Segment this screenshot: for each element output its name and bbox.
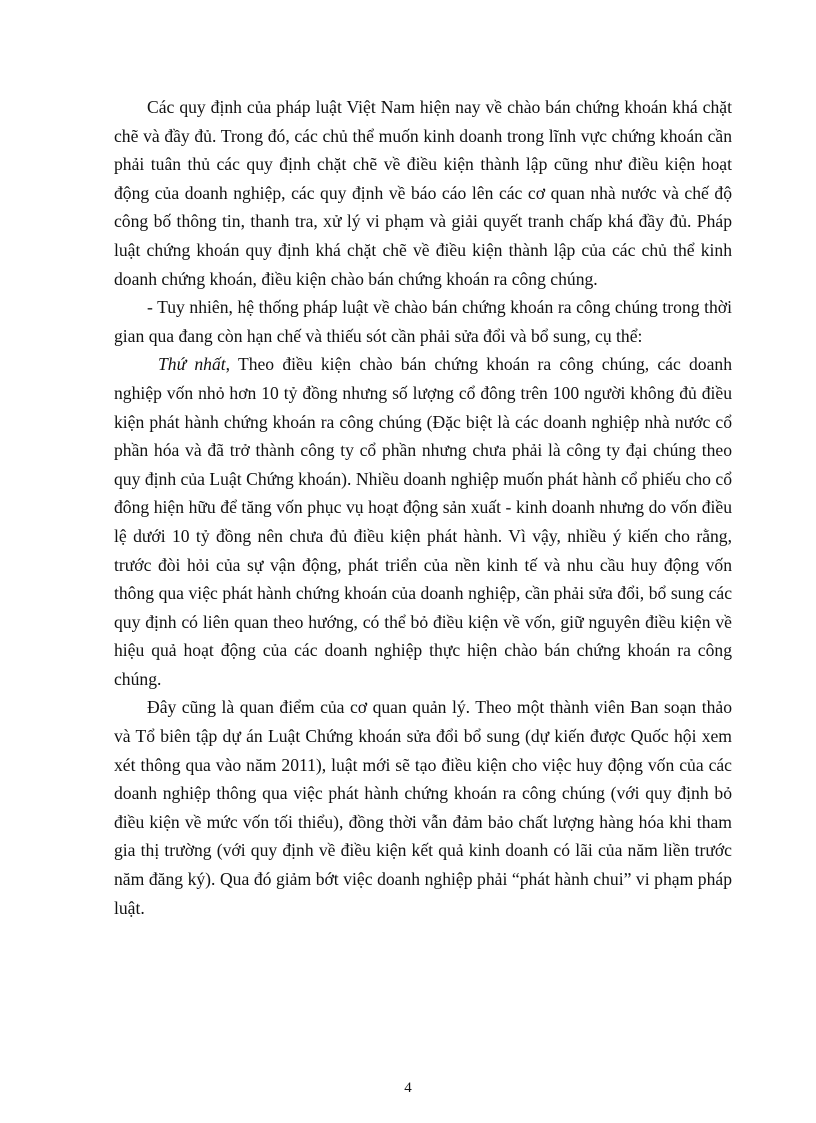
page-number: 4 (404, 1080, 412, 1096)
paragraph-lead-italic: Thứ nhất (158, 354, 226, 375)
paragraph-limitations (114, 293, 732, 350)
paragraph-text: Đây cũng là quan điểm của cơ quan quản lý. Theo một thành viên Ban soạn thảo và Tổ biên tập dự án Luật Chứng khoán sửa đổi bổ sung (dự kiến được Quốc hội xem xét thông qua vào năm 2011), luật mới sẽ tạo điều kiện cho việc huy động vốn của các doanh nghiệp thông qua việc phát hành chứng khoán ra công chúng (với quy định bỏ điều kiện về mức vốn tối thiểu), đồng thời vẫn đảm bảo chất lượng hàng hóa khi tham gia thị trường (với quy định về điều kiện kết quả kinh doanh có lãi của năm liền trước năm đăng ký). Qua đó giảm bớt việc doanh nghiệp phải “phát hành chui” vi phạm pháp luật. (114, 697, 732, 918)
paragraph-legal-overview (114, 93, 732, 293)
paragraph-text: Các quy định của pháp luật Việt Nam hiện nay về chào bán chứng khoán khá chặt chẽ và đầy đủ. Trong đó, các chủ thể muốn kinh doanh trong lĩnh vực chứng khoán cần phải tuân thủ các quy định chặt chẽ về điều kiện thành lập cũng như điều kiện hoạt động của doanh nghiệp, các quy định về báo cáo lên các cơ quan nhà nước và chế độ công bố thông tin, thanh tra, xử lý vi phạm và giải quyết tranh chấp khá đầy đủ. Pháp luật chứng khoán quy định khá chặt chẽ về điều kiện thành lập của các chủ thể kinh doanh chứng khoán, điều kiện chào bán chứng khoán ra công chúng. (114, 97, 732, 289)
paragraph-text: , Theo điều kiện chào bán chứng khoán ra công chúng, các doanh nghiệp vốn nhỏ hơn 10 tỷ đồng nhưng số lượng cổ đông trên 100 người không đủ điều kiện phát hành chứng khoán ra công chúng (Đặc biệt là các doanh nghiệp nhà nước cổ phần hóa và đã trở thành công ty cổ phần nhưng chưa phải là công ty đại chúng theo quy định của Luật Chứng khoán). Nhiều doanh nghiệp muốn phát hành cổ phiếu cho cổ đông hiện hữu để tăng vốn phục vụ hoạt động sản xuất - kinh doanh nhưng do vốn điều lệ dưới 10 tỷ đồng nên chưa đủ điều kiện phát hành. Vì vậy, nhiều ý kiến cho rằng, trước đòi hỏi của sự vận động, phát triển của nền kinh tế và nhu cầu huy động vốn thông qua việc phát hành chứng khoán của doanh nghiệp, cần phải sửa đổi, bổ sung các quy định có liên quan theo hướng, có thể bỏ điều kiện về vốn, giữ nguyên điều kiện về hiệu quả hoạt động của các doanh nghiệp thực hiện chào bán chứng khoán ra công chúng. (114, 354, 733, 689)
paragraph-text: - Tuy nhiên, hệ thống pháp luật về chào bán chứng khoán ra công chúng trong thời gian qua đang còn hạn chế và thiếu sót cần phải sửa đổi và bổ sung, cụ thể: (114, 297, 732, 346)
document-body (114, 93, 732, 922)
paragraph-first-point (114, 350, 732, 693)
paragraph-regulator-view (114, 693, 732, 922)
